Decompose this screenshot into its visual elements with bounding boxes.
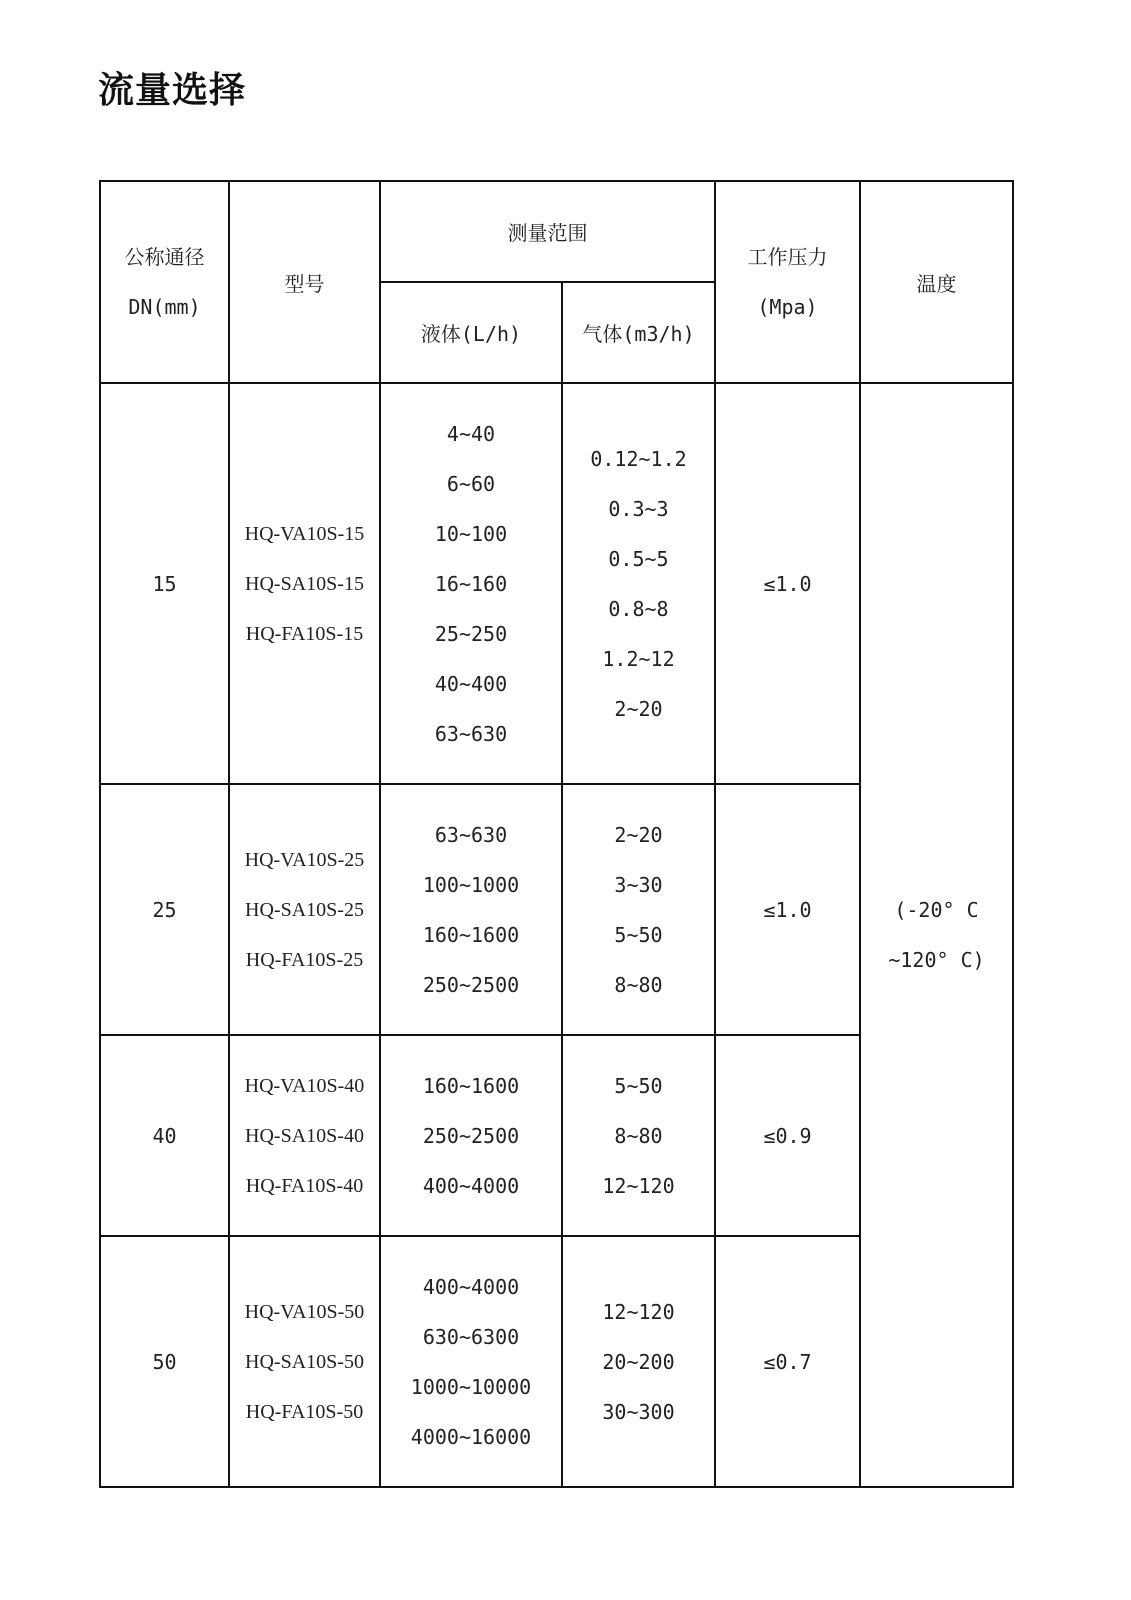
pressure-cell: ≤1.0 (715, 383, 860, 784)
gas-range-value: 5~50 (614, 1073, 663, 1098)
header-pressure-line1: 工作压力 (747, 245, 828, 269)
model-cell (229, 784, 380, 1035)
model-value: HQ-SA10S-25 (245, 898, 364, 921)
gas-range-value: 2~20 (614, 822, 663, 847)
gas-range-value: 12~120 (602, 1299, 675, 1324)
header-dn-line2: DN(mm) (128, 295, 201, 319)
model-value: HQ-FA10S-25 (245, 948, 364, 971)
liquid-range-value: 10~100 (434, 521, 508, 546)
header-model: 型号 (229, 181, 380, 383)
gas-range-value: 0.5~5 (608, 546, 669, 571)
header-temperature: 温度 (860, 181, 1013, 383)
gas-range-cell (562, 1035, 715, 1236)
gas-range-cell (562, 1236, 715, 1487)
model-value: HQ-VA10S-25 (244, 848, 365, 871)
pressure-cell: ≤1.0 (715, 784, 860, 1035)
header-range: 测量范围 (380, 181, 715, 282)
model-cell (229, 1035, 380, 1236)
model-value: HQ-FA10S-15 (245, 622, 364, 645)
flow-selection-table (99, 180, 1014, 1488)
gas-range-value: 3~30 (614, 872, 663, 897)
gas-range-value: 0.3~3 (608, 496, 669, 521)
liquid-range-value: 40~400 (434, 671, 508, 696)
header-dn (100, 181, 229, 383)
header-pressure (715, 181, 860, 383)
header-gas: 气体(m3/h) (562, 282, 715, 383)
liquid-range-value: 630~6300 (422, 1324, 520, 1349)
model-value: HQ-SA10S-40 (245, 1124, 364, 1147)
page-title: 流量选择 (98, 70, 247, 111)
gas-range-value: 30~300 (602, 1399, 675, 1424)
model-value: HQ-FA10S-40 (245, 1174, 364, 1197)
liquid-range-value: 63~630 (434, 822, 508, 847)
gas-range-value: 1.2~12 (602, 646, 675, 671)
gas-range-value: 0.8~8 (608, 596, 669, 621)
liquid-range-value: 4~40 (446, 421, 496, 446)
model-value: HQ-FA10S-50 (245, 1400, 364, 1423)
liquid-range-value: 4000~16000 (410, 1424, 532, 1449)
liquid-range-value: 100~1000 (422, 872, 520, 897)
liquid-range-value: 25~250 (434, 621, 508, 646)
model-cell (229, 383, 380, 784)
gas-range-value: 20~200 (602, 1349, 675, 1374)
header-liquid: 液体(L/h) (380, 282, 562, 383)
liquid-range-value: 6~60 (446, 471, 496, 496)
header-pressure-line2: (Mpa) (757, 295, 818, 319)
liquid-range-cell (380, 383, 562, 784)
gas-range-value: 8~80 (614, 1123, 663, 1148)
dn-cell: 25 (100, 784, 229, 1035)
table-row (100, 383, 1013, 784)
liquid-range-cell (380, 784, 562, 1035)
liquid-range-cell (380, 1236, 562, 1487)
pressure-cell: ≤0.9 (715, 1035, 860, 1236)
liquid-range-value: 250~2500 (422, 972, 520, 997)
dn-cell: 15 (100, 383, 229, 784)
liquid-range-cell (380, 1035, 562, 1236)
header-dn-line1: 公称通径 (124, 245, 205, 269)
model-value: HQ-VA10S-50 (244, 1300, 365, 1323)
gas-range-value: 0.12~1.2 (590, 446, 687, 471)
pressure-cell: ≤0.7 (715, 1236, 860, 1487)
model-value: HQ-VA10S-15 (244, 522, 365, 545)
dn-cell: 50 (100, 1236, 229, 1487)
gas-range-cell (562, 784, 715, 1035)
model-cell (229, 1236, 380, 1487)
model-value: HQ-VA10S-40 (244, 1074, 365, 1097)
gas-range-value: 8~80 (614, 972, 663, 997)
gas-range-cell (562, 383, 715, 784)
temperature-value: (-20° C (894, 898, 979, 922)
gas-range-value: 12~120 (602, 1173, 675, 1198)
liquid-range-value: 1000~10000 (410, 1374, 532, 1399)
liquid-range-value: 400~4000 (422, 1173, 520, 1198)
model-value: HQ-SA10S-50 (245, 1350, 364, 1373)
liquid-range-value: 16~160 (434, 571, 508, 596)
gas-range-value: 2~20 (614, 696, 663, 721)
liquid-range-value: 160~1600 (422, 1073, 520, 1098)
temperature-value: ~120° C) (888, 948, 985, 972)
gas-range-value: 5~50 (614, 922, 663, 947)
liquid-range-value: 63~630 (434, 721, 508, 746)
liquid-range-value: 250~2500 (422, 1123, 520, 1148)
dn-cell: 40 (100, 1035, 229, 1236)
model-value: HQ-SA10S-15 (245, 572, 364, 595)
liquid-range-value: 400~4000 (422, 1274, 520, 1299)
temperature-cell (860, 383, 1013, 1487)
liquid-range-value: 160~1600 (422, 922, 520, 947)
